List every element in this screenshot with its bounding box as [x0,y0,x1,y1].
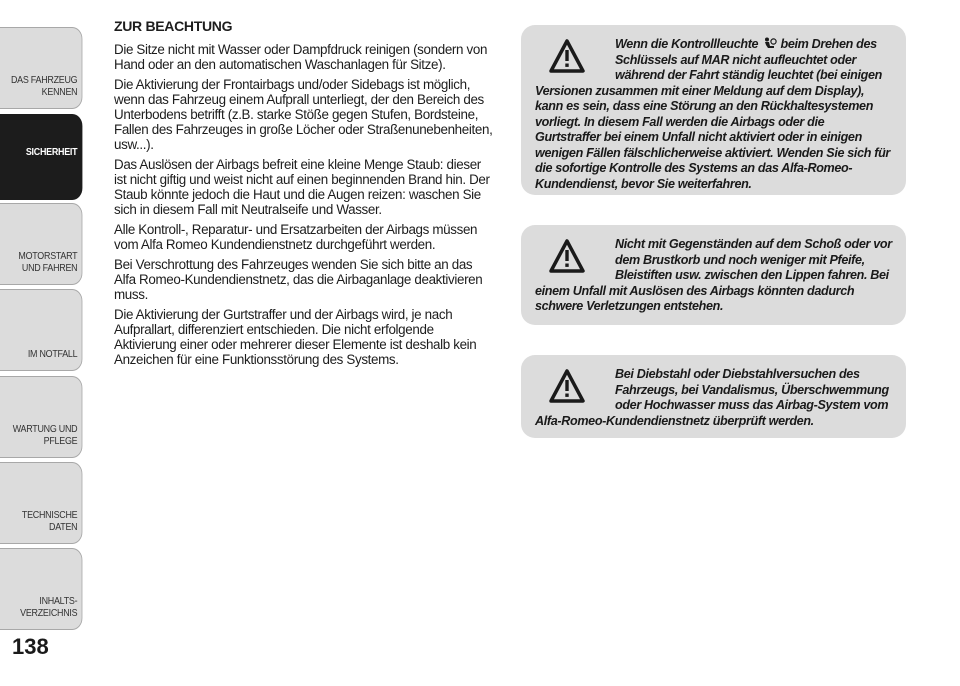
warning-box [521,225,906,325]
warning-text: Wenn die Kontrollleuchte beim Drehen des Schlüssels auf MAR nicht aufleuchtet oder während der Fahrt ständig leuchtet (bei einigen Versionen zusammen mit einer Meldung auf dem Display), kann es sein, dass eine Störung an den Rückhaltesystemen vorliegt. In diesem Fall werden die Airbags oder die Gurtstraffer bei einem Unfall nicht aktiviert oder in einigen wenigen Fällen fälschlicherweise aktiviert. Wenden Sie sich für die sofortige Kontrolle des Systems an das Alfa-Romeo-Kundendienst, bevor Sie weiterfahren. [535,37,890,191]
tab-label: IM NOTFALL [27,348,78,360]
main-text-column [114,19,496,372]
tab-technische-daten[interactable] [0,462,82,544]
warning-triangle-icon [549,239,585,273]
warning-box [521,355,906,438]
airbag-warning-icon [761,37,777,50]
tab-sicherheit[interactable] [0,114,82,200]
page-number: 138 [12,634,49,659]
tab-motorstart-und-fahren[interactable] [0,203,82,285]
tab-im-notfall[interactable] [0,289,82,371]
tab-label: WARTUNG UND PFLEGE [12,423,78,447]
paragraph: Bei Verschrottung des Fahrzeuges wenden Sie sich bitte an das Alfa Romeo-Kundendienstnetz, das die Airbaganlage deaktivieren muss. [114,257,483,302]
paragraph: Die Sitze nicht mit Wasser oder Dampfdruck reinigen (sondern von Hand oder an den automatischen Waschanlagen für Sitze). [114,42,488,72]
paragraph: Die Aktivierung der Gurtstraffer und der Airbags wird, je nach Aufprallart, differenziert entschieden. Die nicht erfolgende Aktivierung einer oder mehrerer dieser Elemente ist deshalb kein Anzeichen für eine Funktionsstörung des Systems. [114,307,477,367]
warning-triangle-icon [549,369,585,403]
paragraph: Alle Kontroll-, Reparatur- und Ersatzarbeiten der Airbags müssen vom Alfa Romeo Kundendienstnetz durchgeführt werden. [114,222,478,252]
tab-label: TECHNISCHE DATEN [21,509,78,533]
section-heading: ZUR BEACHTUNG [114,18,233,34]
tab-label: MOTORSTART UND FAHREN [18,250,78,274]
tab-label: DAS FAHRZEUG KENNEN [10,74,78,98]
tab-label: SICHERHEIT [25,146,78,158]
tab-label: INHALTS-VERZEICHNIS [20,595,78,619]
tab-inhaltsverzeichnis[interactable] [0,548,82,630]
tab-das-fahrzeug-kennen[interactable] [0,27,82,109]
warning-text: Bei Diebstahl oder Diebstahlversuchen des Fahrzeugs, bei Vandalismus, Überschwemmung oder Hochwasser muss das Airbag-System vom Alfa-Romeo-Kundendienstnetz überprüft werden. [535,367,889,428]
warning-box [521,25,906,195]
paragraph: Das Auslösen der Airbags befreit eine kleine Menge Staub: dieser ist nicht giftig und weist nicht auf einen beginnenden Brand hin. Der Staub könnte jedoch die Haut und die Augen reizen: waschen Sie sich in diesem Fall mit Neutralseife und Wasser. [114,157,490,217]
paragraph: Die Aktivierung der Frontairbags und/oder Sidebags ist möglich, wenn das Fahrzeug einem Aufprall unterliegt, der den Bereich des Unterbodens betrifft (z.B. starke Stöße gegen Stufen, Bordsteine, Fallen des Fahrzeuges in große Löcher oder Straßenunebenheiten, usw...). [114,77,493,152]
tab-wartung-und-pflege[interactable] [0,376,82,458]
warning-triangle-icon [549,39,585,73]
warning-text: Nicht mit Gegenständen auf dem Schoß oder vor dem Brustkorb und noch weniger mit Pfeife, Bleistiften usw. zwischen den Lippen fahren. Bei einem Unfall mit Auslösen des Airbags könnten dadurch schwere Verletzungen entstehen. [535,237,892,313]
